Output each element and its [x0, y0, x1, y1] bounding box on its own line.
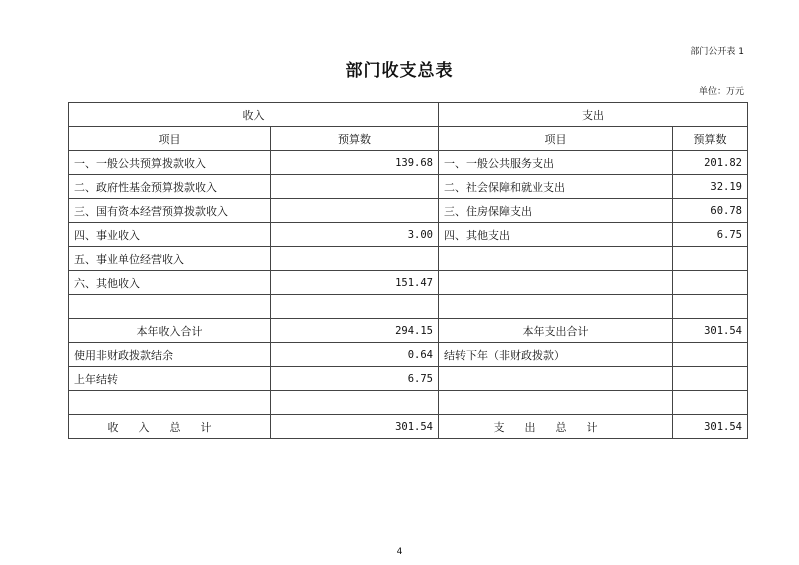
- income-header: 收入: [69, 103, 439, 127]
- income-item: 二、政府性基金预算拨款收入: [69, 175, 271, 199]
- subtotal-row: [69, 319, 748, 343]
- income-expense-table: [68, 102, 748, 439]
- expense-amount: [673, 271, 748, 295]
- table-row: [69, 271, 748, 295]
- income-item: 四、事业收入: [69, 223, 271, 247]
- expense-header: 支出: [439, 103, 748, 127]
- income-item: [69, 391, 271, 415]
- income-amount: 151.47: [271, 271, 439, 295]
- expense-total-label: 支出总计: [439, 415, 673, 439]
- expense-item: [439, 271, 673, 295]
- expense-item: [439, 247, 673, 271]
- income-item: [69, 295, 271, 319]
- unit-label: 单位：万元: [698, 87, 744, 97]
- expense-item: 三、住房保障支出: [439, 199, 673, 223]
- table-row: [69, 391, 748, 415]
- income-item: 六、其他收入: [69, 271, 271, 295]
- income-amount: [271, 295, 439, 319]
- expense-item: [439, 295, 673, 319]
- income-amount: [271, 199, 439, 223]
- expense-amount: 201.82: [673, 151, 748, 175]
- income-item: 五、事业单位经营收入: [69, 247, 271, 271]
- table-row: [69, 367, 748, 391]
- expense-amount: 6.75: [673, 223, 748, 247]
- page-title: 部门收支总表: [345, 61, 454, 81]
- table-row: [69, 295, 748, 319]
- total-row: [69, 415, 748, 439]
- expense-item: 二、社会保障和就业支出: [439, 175, 673, 199]
- expense-amount: [673, 367, 748, 391]
- income-amount: [271, 175, 439, 199]
- income-item: 三、国有资本经营预算拨款收入: [69, 199, 271, 223]
- income-total-amount: 301.54: [271, 415, 439, 439]
- expense-amount: [673, 295, 748, 319]
- table-row: [69, 151, 748, 175]
- income-subtotal-amount: 294.15: [271, 319, 439, 343]
- expense-amount: 32.19: [673, 175, 748, 199]
- income-amount: [271, 391, 439, 415]
- expense-amount: 60.78: [673, 199, 748, 223]
- income-item: 一、一般公共预算拨款收入: [69, 151, 271, 175]
- expense-item-header: 项目: [439, 127, 673, 151]
- expense-subtotal-amount: 301.54: [673, 319, 748, 343]
- income-amount: 6.75: [271, 367, 439, 391]
- table-row: [69, 199, 748, 223]
- income-amount: 139.68: [271, 151, 439, 175]
- expense-item: 四、其他支出: [439, 223, 673, 247]
- income-amount: [271, 247, 439, 271]
- expense-amount: [673, 343, 748, 367]
- table-subheader-row: [69, 127, 748, 151]
- table-row: [69, 175, 748, 199]
- table-header-row: [69, 103, 748, 127]
- income-budget-header: 预算数: [271, 127, 439, 151]
- income-subtotal-label: 本年收入合计: [69, 319, 271, 343]
- expense-amount: [673, 247, 748, 271]
- document-number: 部门公开表 1: [690, 47, 744, 57]
- table-row: [69, 343, 748, 367]
- expense-item: 一、一般公共服务支出: [439, 151, 673, 175]
- expense-item: 结转下年（非财政拨款）: [439, 343, 673, 367]
- expense-item: [439, 367, 673, 391]
- income-total-label: 收入总计: [69, 415, 271, 439]
- expense-item: [439, 391, 673, 415]
- income-item: 上年结转: [69, 367, 271, 391]
- table-row: [69, 247, 748, 271]
- table-row: [69, 223, 748, 247]
- income-item-header: 项目: [69, 127, 271, 151]
- expense-budget-header: 预算数: [673, 127, 748, 151]
- income-amount: 3.00: [271, 223, 439, 247]
- income-item: 使用非财政拨款结余: [69, 343, 271, 367]
- expense-total-amount: 301.54: [673, 415, 748, 439]
- page-number: 4: [396, 547, 403, 557]
- expense-amount: [673, 391, 748, 415]
- expense-subtotal-label: 本年支出合计: [439, 319, 673, 343]
- income-amount: 0.64: [271, 343, 439, 367]
